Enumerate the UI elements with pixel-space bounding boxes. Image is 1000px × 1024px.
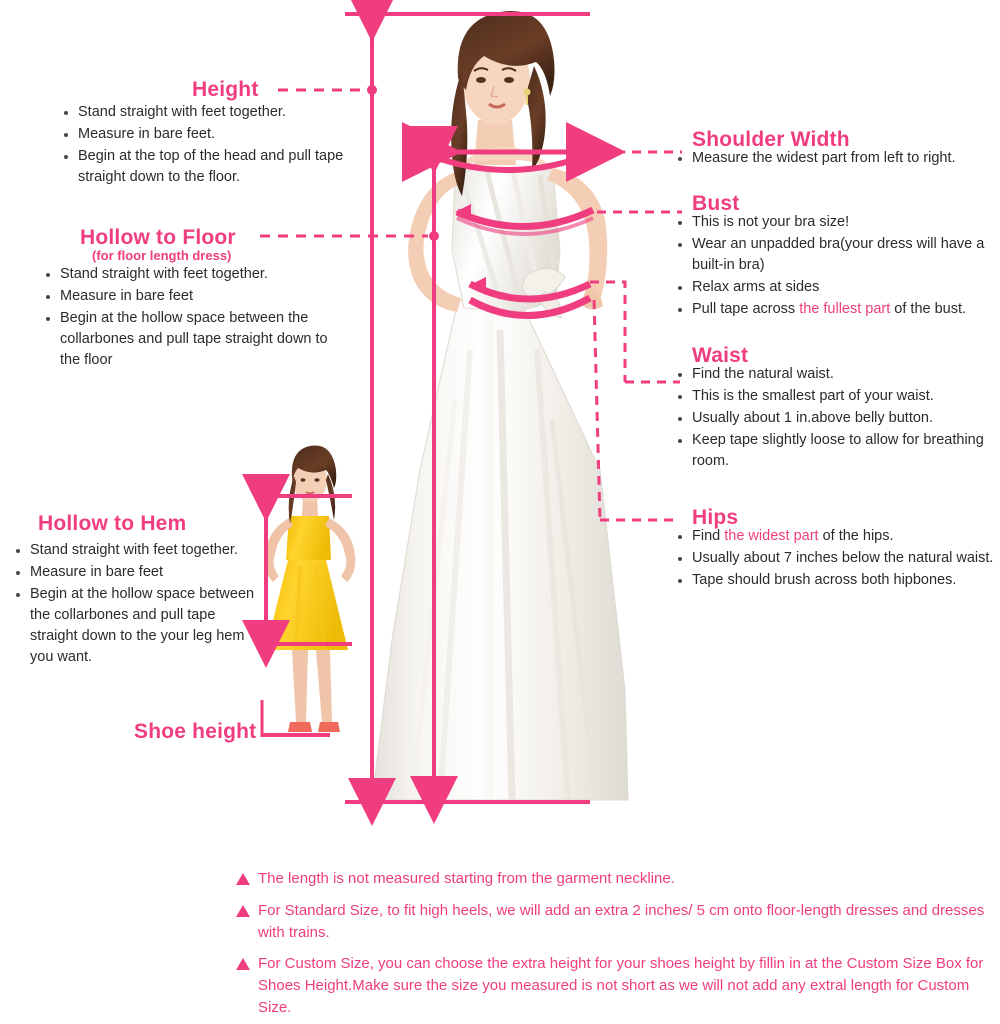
list-item: Begin at the hollow space between the collarbones and pull tape straight down to the floor: [44, 308, 334, 371]
list-item: Measure the widest part from left to right.: [676, 148, 996, 169]
waist-title: Waist: [692, 344, 749, 367]
list-item: Measure in bare feet: [14, 562, 262, 583]
list-item: Begin at the hollow space between the collarbones and pull tape straight down to the your leg hem you want.: [14, 584, 262, 668]
height-title: Height: [192, 78, 259, 101]
height-list: [62, 102, 362, 189]
waist-list: [676, 364, 996, 473]
hips-title: Hips: [692, 506, 739, 529]
footnote: For Standard Size, to fit high heels, we will add an extra 2 inches/ 5 cm onto floor-length dresses and dresses with trains.: [236, 900, 1000, 944]
footnote: The length is not measured starting from the garment neckline.: [236, 868, 1000, 890]
hollow-to-floor-subtitle: (for floor length dress): [92, 248, 232, 263]
hips-pre: Find: [692, 528, 725, 544]
bust-post: of the bust.: [890, 301, 967, 318]
model-white-dress: [372, 11, 628, 800]
hips-highlight: the widest part: [724, 528, 819, 544]
list-item: Usually about 7 inches below the natural waist.: [676, 548, 996, 569]
list-item: Keep tape slightly loose to allow for breathing room.: [676, 430, 996, 472]
shoe-height-title: Shoe height: [134, 720, 257, 743]
hips-list: [676, 526, 996, 592]
footnote: For Custom Size, you can choose the extra height for your shoes height by fillin in at the Custom Size Box for Shoes Height.Make sure the size you measured is not short as we will not add any extral length for Custom Size.: [236, 953, 1000, 1018]
list-item: Wear an unpadded bra(your dress will have a built-in bra): [676, 234, 998, 276]
bust-list: [676, 212, 998, 321]
list-item: Usually about 1 in.above belly button.: [676, 408, 996, 429]
list-item-bust-fullest: [676, 299, 998, 320]
shoulder-width-list: [676, 148, 996, 170]
list-item: Stand straight with feet together.: [14, 540, 262, 561]
bust-pre: Pull tape across: [692, 301, 800, 318]
footnotes: [236, 868, 1000, 1019]
bust-title: Bust: [692, 192, 740, 215]
hips-post: of the hips.: [818, 528, 894, 544]
list-item: Stand straight with feet together.: [44, 264, 334, 285]
hollow-to-floor-list: [44, 264, 334, 372]
hollow-to-floor-title: Hollow to Floor: [80, 226, 236, 249]
list-item: Begin at the top of the head and pull tape straight down to the floor.: [62, 146, 362, 188]
list-item: Measure in bare feet: [44, 286, 334, 307]
list-item: Relax arms at sides: [676, 277, 998, 298]
list-item: This is not your bra size!: [676, 212, 998, 233]
list-item: This is the smallest part of your waist.: [676, 386, 996, 407]
list-item: Measure in bare feet.: [62, 124, 362, 145]
list-item: Tape should brush across both hipbones.: [676, 570, 996, 591]
shoulder-width-title: Shoulder Width: [692, 128, 850, 151]
model-yellow-dress: [265, 446, 356, 733]
hollow-to-hem-title: Hollow to Hem: [38, 512, 187, 535]
bust-highlight: the fullest part: [799, 301, 891, 318]
hollow-to-hem-list: [14, 540, 262, 669]
list-item: Stand straight with feet together.: [62, 102, 362, 123]
list-item-hips-widest: [676, 526, 996, 547]
list-item: Find the natural waist.: [676, 364, 996, 385]
